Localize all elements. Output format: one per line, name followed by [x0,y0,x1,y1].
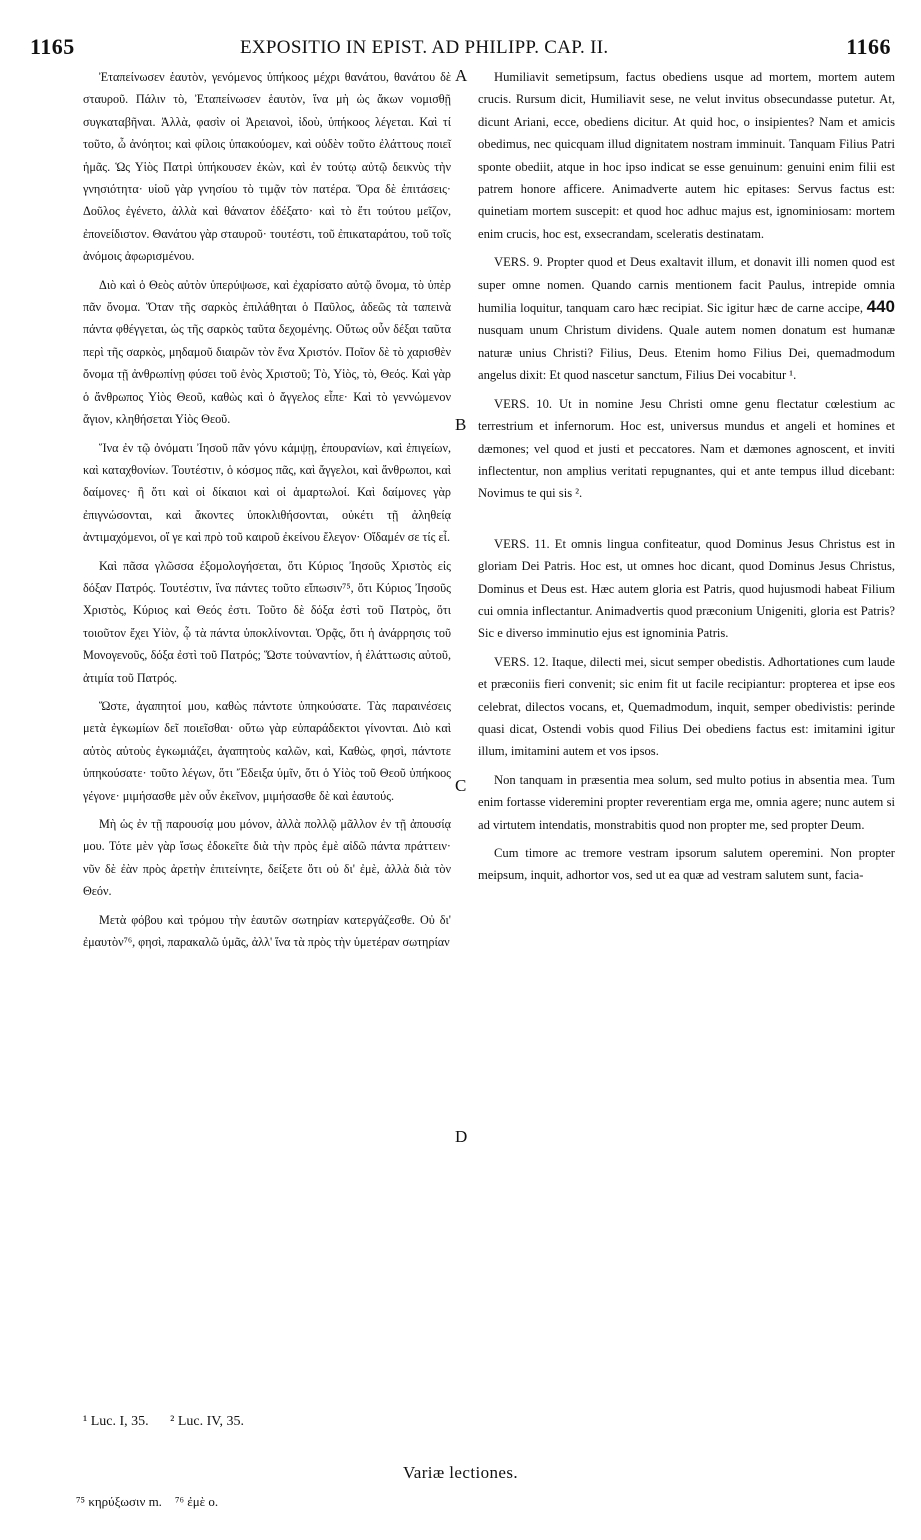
greek-paragraph-6: Μὴ ὡς ἐν τῇ παρουσίᾳ μου μόνον, ἀλλὰ πολλῷ μᾶλλον ἐν τῇ ἀπουσίᾳ μου. Τότε μὲν γὰρ ἴσως ἐδοκεῖτε διὰ τὴν πρὸς ἐμὲ αἰδῶ πάντα πράττειν· νῦν δὲ ἐὰν πρὸς ἀρετὴν ἐπιτείνητε, δείξετε ὅτι οὐ δι' ἐμὲ, ἀλλὰ διὰ τὸν Θεόν. [83,817,451,899]
latin-paragraph-3: VERS. 10. Ut in nomine Jesu Christi omne genu flectatur cœlestium ac terrestrium et infernorum. Hoc est, universus mundus et angeli et homines et dæmones; vel quod et justi et peccatores. Nam et dæmones agnoscent, et inviti inflectentur, non amplius veritati repugnantes, qui et ante tempus illud dicebant: Novimus te qui sis ². [478,396,895,501]
latin-paragraph-2-part-b: nusquam unum Christum dividens. Quale autem nomen donatum est humanæ naturæ unius Christi? Filius, Deus. Etenim homo Filius Dei, quemadmodum angelus dixit: Et quod nascetur sanctum, Filius Dei vocabitur ¹. [478,323,895,383]
running-title: EXPOSITIO IN EPIST. AD PHILIPP. CAP. II. [240,37,609,58]
variae-lectiones-notes [76,1494,218,1510]
column-number: 440 [866,297,895,317]
latin-paragraph-4: VERS. 11. Et omnis lingua confiteatur, quod Dominus Jesus Christus est in gloriam Dei Patris. Hoc est, ut omnes hoc dicant, quod Dominus Jesus Christus, Dominus et Deus est. Hæc autem gloria est Patris, quod hujusmodi habeat Filium cui omnia inflectantur. Animadvertis quod præconium Unigeniti, gloria est Patris? Sic e diverso imminutio ejus est ignominia Patris. [478,536,895,641]
footnote-2: ² Luc. IV, 35. [170,1414,245,1429]
footnotes [83,1414,262,1430]
page-number-left: 1165 [30,34,75,59]
variant-note-76: ⁷⁶ ἐμὲ o. [174,1494,219,1509]
margin-letter-c: C [455,776,467,795]
latin-column [478,66,895,887]
latin-paragraph-6: Non tanquam in præsentia mea solum, sed multo potius in absentia mea. Tum enim fortasse videremini propter reverentiam erga me, omnia agere; nunc autem si ad virtutem intendatis, monstrabitis quod non propter me, sed propter Deum. [478,772,895,832]
running-header [30,34,891,64]
latin-paragraph-7: Cum timore ac tremore vestram ipsorum salutem operemini. Non propter meipsum, inquit, adhortor vos, sed ut ea quæ ad vestram salutem sunt, facia- [478,846,895,883]
variae-lectiones-title: Variæ lectiones. [403,1463,518,1482]
greek-paragraph-2: Διὸ καὶ ὁ Θεὸς αὐτὸν ὑπερύψωσε, καὶ ἐχαρίσατο αὐτῷ ὄνομα, τὸ ὑπὲρ πᾶν ὄνομα. Ὅταν τῆς σαρκὸς ἐπιλάθηται ὁ Παῦλος, ἀδεῶς τὰ ταπεινὰ πάντα φθέγγεται, ὡς τῆς σαρκὸς ταῦτα δεχομένης. Οὕτως οὖν δέξαι ταῦτα περὶ τῆς σαρκὸς, μηδαμοῦ διαιρῶν τὸν ἕνα Χριστόν. Ποῖον δὲ τὸ χαρισθὲν ὄνομα τῇ ἀνθρωπίνῃ φύσει τοῦ ἑνὸς Χριστοῦ; Τὸ, Υἱὸς, τὸ, Θεός. Καὶ γὰρ ὁ ἄνθρωπος Υἱὸς Θεοῦ, καθὼς καὶ ὁ ἄγγελος εἶπε· Καὶ τὸ γεννώμενον ἅγιον, κληθήσεται Υἱὸς Θεοῦ. [83,277,451,427]
greek-paragraph-5: Ὥστε, ἀγαπητοί μου, καθὼς πάντοτε ὑπηκούσατε. Τὰς παραινέσεις μετὰ ἐγκωμίων δεῖ ποιεῖσθαι· οὕτω γὰρ εὐπαράδεκτοι γίνονται. Διὸ καὶ αὐτὸς αὐτοὺς ἐγκωμιάζει, ἀγαπητοὺς καλῶν, καὶ, Καθὼς, φησὶ, πάντοτε ὑπηκούσατε· τοῦτο λέγων, ὅτι Ἔδειξα ὑμῖν, ὅτι ὁ Υἱὸς τοῦ Θεοῦ ὑπήκοος γέγονε· μιμήσασθε μὲν οὖν ἐκεῖνον, μιμήσασθε δὲ καὶ ἑαυτούς. [83,698,451,803]
margin-letter-d: D [455,1127,468,1146]
greek-paragraph-3: Ἵνα ἐν τῷ ὀνόματι Ἰησοῦ πᾶν γόνυ κάμψῃ, ἐπουρανίων, καὶ ἐπιγείων, καὶ καταχθονίων. Τουτέστιν, ὁ κόσμος πᾶς, καὶ ἄγγελοι, καὶ ἄνθρωποι, καὶ δαίμονες· ἢ ὅτι καὶ οἱ δίκαιοι καὶ οἱ ἁμαρτωλοί. Καὶ δαίμονες γὰρ ἐπιγνώσονται, καὶ ἄκοντες ὑποκλιθήσονται, οὐκέτι τῇ ἀληθείᾳ ἀντιμαχόμενοι, οἵ γε καὶ πρὸ τοῦ καιροῦ ἐκείνου ἔλεγον· Οἴδαμέν σε τίς εἶ. [83,440,451,545]
variant-note-75: ⁷⁵ κηρύξωσιν m. [76,1494,162,1509]
margin-letter-a: A [455,66,468,85]
latin-paragraph-5: VERS. 12. Itaque, dilecti mei, sicut semper obedistis. Adhortationes cum laude et præconiis fieri convenit; sic enim fit ut facile recipiantur: propterea et ipse eos celebrat, dilectos vocans, et, Quemadmodum, inquit, semper obedivistis: perinde quasi dicat, Ostendi vobis quod Filius Dei obediens factus est: imitamini igitur illum, imitamini autem et vos ipsos. [478,654,895,759]
greek-paragraph-7: Μετὰ φόβου καὶ τρόμου τὴν ἑαυτῶν σωτηρίαν κατεργάζεσθε. Οὐ δι' ἐμαυτὸν⁷⁶, φησὶ, παρακαλῶ ὑμᾶς, ἀλλ' ἵνα τὰ πρὸς τὴν ὑμετέραν σωτηρίαν [83,912,451,950]
greek-paragraph-4: Καὶ πᾶσα γλῶσσα ἐξομολογήσεται, ὅτι Κύριος Ἰησοῦς Χριστὸς εἰς δόξαν Πατρός. Τουτέστιν, ἵνα πάντες τοῦτο εἴπωσιν⁷⁵, ὅτι Κύριος Ἰησοῦς Χριστὸς, Κύριος καὶ Θεός ἐστι. Τοῦτο δὲ δόξα ἐστὶ τοῦ Πατρὸς, ὅτι τοιοῦτον ἔχει Υἱὸν, ᾧ τὰ πάντα ὑποκλίνονται. Ὁρᾷς, ὅτι ἡ ἀνάρρησις τοῦ Μονογενοῦς, δόξα ἐστὶ τοῦ Πατρός; Ὥστε τοὐναντίον, ἡ ἐλάττωσις αὐτοῦ, ἀτιμία τοῦ Πατρός. [83,558,451,685]
greek-paragraph-1: Ἐταπείνωσεν ἑαυτὸν, γενόμενος ὑπήκοος μέχρι θανάτου, θανάτου δὲ σταυροῦ. Πάλιν τὸ, Ἐταπείνωσεν ἑαυτὸν, ἵνα μὴ ὡς ἄκων νομισθῇ συγκαταβῆναι. Ἀλλὰ, φασὶν οἱ Ἀρειανοὶ, ἰδοὺ, ὑπήκοος λέγεται. Καὶ τί τοῦτο, ὦ ἀνόητοι; καὶ φίλοις ὑπακούομεν, καὶ οὐδὲν τοῦτο ἐλάττους ποιεῖ ἡμᾶς. Ὡς Υἱὸς Πατρὶ ὑπήκουσεν ἑκὼν, καὶ ἐν τούτῳ αὐτῷ δεικνὺς τὴν γνησιότητα· υἱοῦ γὰρ γνησίου τὸ τιμᾷν τὸν πατέρα. Ὅρα δὲ ἐπιτάσεις· Δοῦλος ἐγένετο, ἀλλὰ καὶ θάνατον ἐδέξατο· καὶ τὸ ἔτι τούτου μεῖζον, ἐπονείδιστον. Θανάτου γὰρ σταυροῦ· τουτέστι, τοῦ ἐπικαταράτου, τοῦ τοῖς ἀνόμοις ἀφωρισμένου. [83,70,451,264]
latin-paragraph-2-part-a: VERS. 9. Propter quod et Deus exaltavit illum, et donavit illi nomen quod est super omne nomen. Quando carnis mentionem facit Paulus, intrepide omnia humilia loquitur, tanquam caro hæc recipiat. Sic igitur hæc de carne accipe, [478,255,895,316]
greek-column [83,66,451,953]
latin-paragraph-1: Humiliavit semetipsum, factus obediens usque ad mortem, mortem autem crucis. Rursum dicit, Humiliavit sese, ne velut invitus obsecundasse putetur. At, dicunt Ariani, ecce, obediens dicitur. At quid hoc, o insipientes? Nam et amicis obedimus, nec quicquam illud dignitatem nostram imminuit. Tanquam Filius Patri sponte obediit, atque in hoc ipso indicat se esse genuinum: genuini enim filii est patrem honore afficere. Animadverte autem hic epitases: Servus factus est: quinetiam mortem suscepit: et quod hoc adhuc majus est, ignominiosam: mortem enim crucis, hoc est, exsecrandam, sceleratis destinatam. [478,70,895,241]
margin-letter-b: B [455,415,467,434]
footnote-1: ¹ Luc. I, 35. [83,1414,149,1429]
page-number-right: 1166 [846,34,891,59]
latin-paragraph-2 [478,251,895,386]
